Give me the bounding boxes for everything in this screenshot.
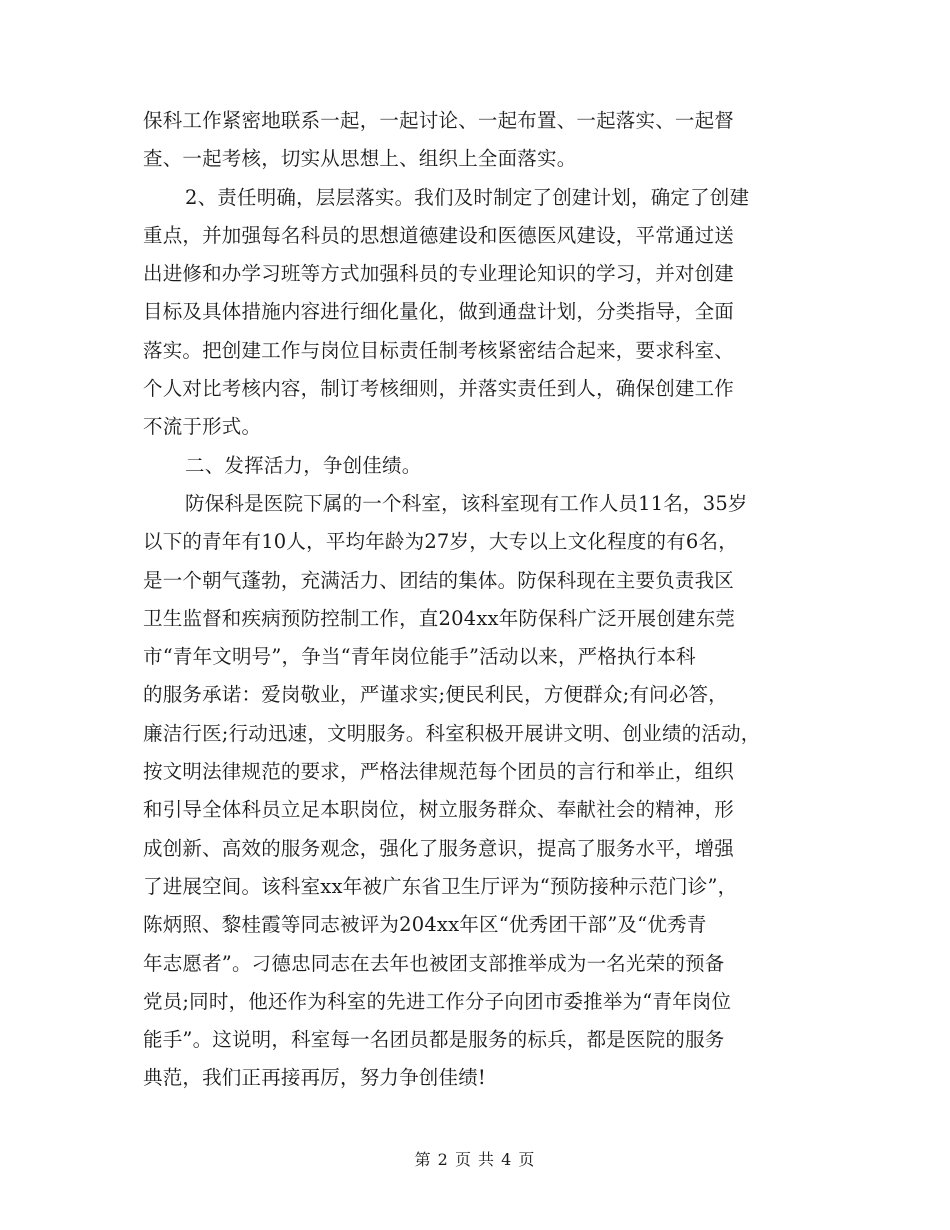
text-line: 陈炳照、黎桂霞等同志被评为204xx年区“优秀团干部”及“优秀青: [143, 913, 707, 937]
text-line: 廉洁行医;行动迅速，文明服务。科室积极开展讲文明、创业绩的活动，: [143, 721, 761, 745]
text-line: 保科工作紧密地联系一起，一起讨论、一起布置、一起落实、一起督: [143, 109, 735, 132]
text-line: 出进修和办学习班等方式加强科员的专业理论知识的学习，并对创建: [143, 262, 735, 286]
text-line: 查、一起考核，切实从思想上、组织上全面落实。: [143, 147, 577, 171]
text-line: 不流于形式。: [143, 415, 262, 439]
text-line: 的服务承诺：爱岗敬业，严谨求实;便民利民，方便群众;有问必答，: [143, 683, 728, 707]
text-line: 党员;同时，他还作为科室的先进工作分子向团市委推举为“青年岗位: [143, 989, 732, 1013]
text-line: 卫生监督和疾病预防控制工作，直204xx年防保科广泛开展创建东莞: [143, 606, 736, 630]
text-line: 目标及具体措施内容进行细化量化，做到通盘计划，分类指导，全面: [143, 300, 735, 324]
text-line: 市“青年文明号”，争当“青年岗位能手”活动以来，严格执行本科: [143, 645, 696, 669]
text-line: 以下的青年有10人，平均年龄为27岁，大专以上文化程度的有6名，: [143, 530, 738, 554]
page-number-footer: 第 2 页 共 4 页: [414, 1150, 536, 1169]
document-body: [143, 102, 815, 1098]
text-line: 了进展空间。该科室xx年被广东省卫生厅评为“预防接种示范门诊”，: [143, 874, 738, 898]
text-line: 年志愿者”。刁德忠同志在去年也被团支部推举成为一名光荣的预备: [143, 951, 725, 975]
text-line: 成创新、高效的服务观念，强化了服务意识，提高了服务水平，增强: [143, 836, 735, 860]
section-heading: 二、发挥活力，争创佳绩。: [185, 453, 422, 477]
text-line: 和引导全体科员立足本职岗位，树立服务群众、奉献社会的精神，形: [143, 798, 735, 822]
paragraph-start-line: 防保科是医院下属的一个科室，该科室现有工作人员11名，35岁: [185, 491, 748, 515]
text-line: 典范，我们正再接再厉，努力争创佳绩!: [143, 1066, 486, 1090]
paragraph-start-line: 2、责任明确，层层落实。我们及时制定了创建计划，确定了创建: [185, 185, 750, 209]
text-line: 按文明法律规范的要求，严格法律规范每个团员的言行和举止，组织: [143, 760, 735, 784]
text-line: 落实。把创建工作与岗位目标责任制考核紧密结合起来，要求科室、: [143, 338, 735, 362]
text-line: 能手”。这说明，科室每一名团员都是服务的标兵，都是医院的服务: [143, 1028, 725, 1052]
text-line: 个人对比考核内容，制订考核细则，并落实责任到人，确保创建工作: [143, 377, 735, 401]
text-line: 是一个朝气蓬勃，充满活力、团结的集体。防保科现在主要负责我区: [143, 568, 735, 592]
text-line: 重点，并加强每名科员的思想道德建设和医德医风建设，平常通过送: [143, 223, 735, 247]
